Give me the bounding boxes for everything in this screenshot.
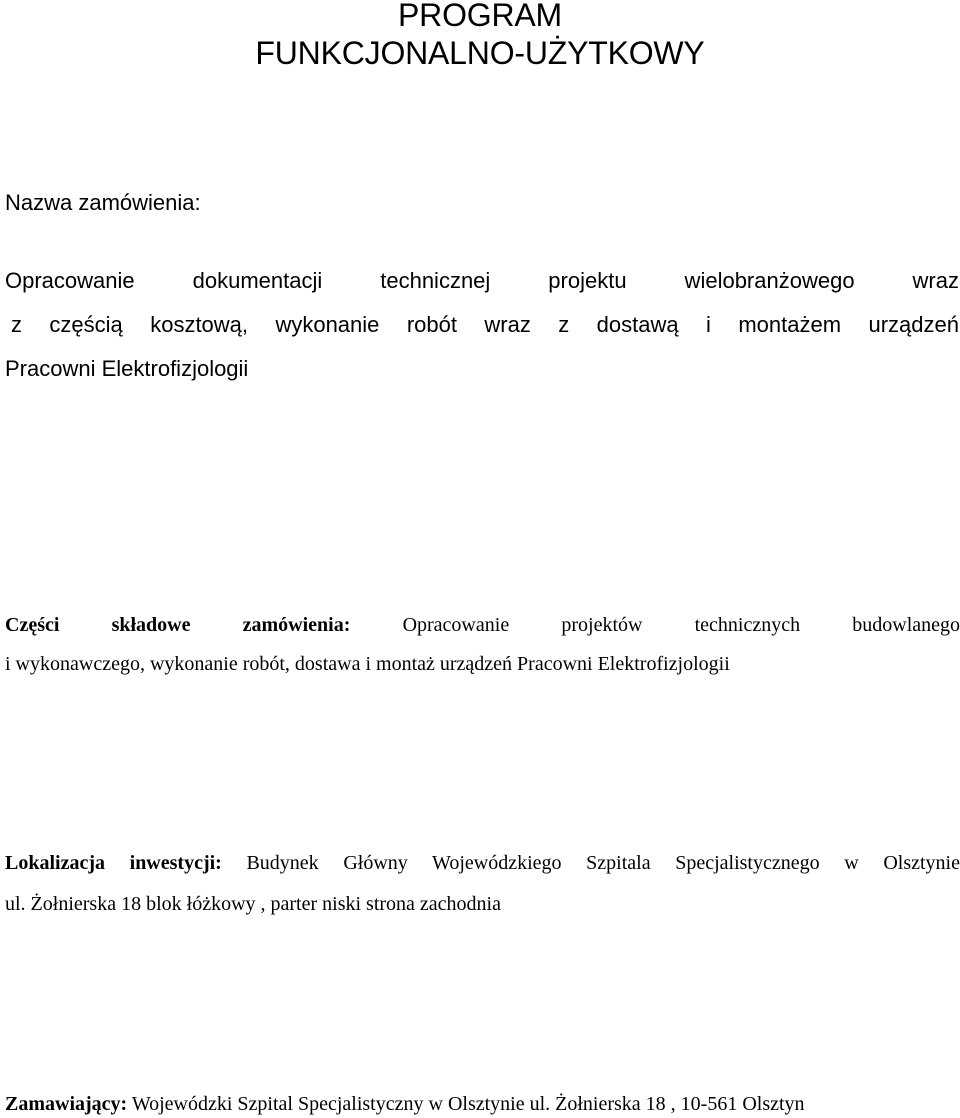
document-title-line1: PROGRAM <box>398 0 562 33</box>
location-line2: ul. Żołnierska 18 blok łóżkowy , parter niski strona zachodnia <box>5 893 501 915</box>
components-line1 <box>5 613 960 637</box>
location-line1 <box>5 851 960 875</box>
components-label: Części składowe zamówienia: <box>5 614 351 636</box>
client-value: Wojewódzki Szpital Specjalistyczny w Olsztynie ul. Żołnierska 18 , 10-561 Olsztyn <box>131 1093 805 1115</box>
order-name-line1: Opracowanie dokumentacji technicznej projektu wielobranżowego wraz <box>5 268 959 293</box>
order-name-line3: Pracowni Elektrofizjologii <box>5 356 249 381</box>
order-name-label: Nazwa zamówienia: <box>5 190 201 215</box>
location-label: Lokalizacja inwestycji: <box>5 852 222 874</box>
document-title-line2: FUNKCJONALNO-UŻYTKOWY <box>255 35 705 71</box>
location-text-part1: Budynek Główny Wojewódzkiego Szpitala Specjalistycznego w Olsztynie <box>246 852 960 874</box>
client-label: Zamawiający: <box>5 1093 128 1115</box>
order-name-line2: z częścią kosztową, wykonanie robót wraz z dostawą i montażem urządzeń <box>11 312 959 337</box>
components-line2: i wykonawczego, wykonanie robót, dostawa i montaż urządzeń Pracowni Elektrofizjologii <box>5 653 730 675</box>
components-text-part1: Opracowanie projektów technicznych budowlanego <box>402 614 960 636</box>
client-line <box>5 1092 805 1116</box>
